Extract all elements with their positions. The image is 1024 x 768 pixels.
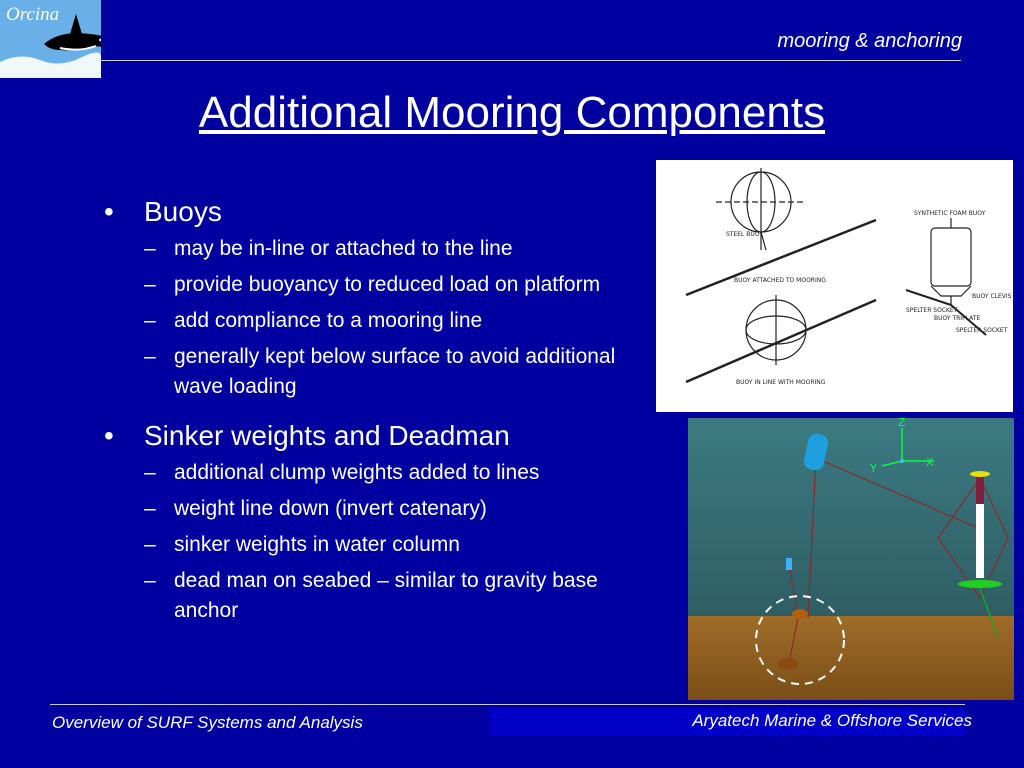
label-attached: BUOY ATTACHED TO MOORING	[734, 277, 826, 284]
sub-item: – provide buoyancy to reduced load on platform	[144, 273, 601, 296]
bullet-item: • Buoys	[104, 196, 222, 227]
sub-item: – dead man on seabed – similar to gravity base anchor	[144, 569, 598, 622]
footer-divider	[50, 704, 965, 705]
buoy-diagram	[656, 160, 1013, 412]
label-inline: BUOY IN LINE WITH MOORING	[736, 379, 826, 386]
label-clevis: BUOY CLEVIS	[972, 293, 1012, 300]
model-render	[688, 418, 1014, 700]
sub-item: – sinker weights in water column	[144, 533, 460, 556]
label-steel-buoy: STEEL BUOY	[726, 231, 763, 238]
logo-text: Orcina	[6, 4, 60, 25]
footer-right-text: Aryatech Marine & Offshore Services	[692, 711, 972, 730]
bullet-item: • Sinker weights and Deadman	[104, 420, 510, 451]
slide-title: Additional Mooring Components	[198, 88, 826, 137]
orcina-logo	[0, 0, 101, 78]
label-spelter-2: SPELTER SOCKET	[956, 327, 1008, 334]
sub-item: – may be in-line or attached to the line	[144, 237, 513, 260]
label-synthetic: SYNTHETIC FOAM BUOY	[914, 210, 986, 217]
bullet-label: Sinker weights and Deadman	[144, 420, 510, 451]
axis-y-label: Y	[870, 462, 877, 475]
label-spelter-1: SPELTER SOCKET	[906, 307, 958, 314]
axis-z-label: Z	[898, 418, 906, 429]
section-label: mooring & anchoring	[777, 30, 962, 52]
bullet-list	[104, 196, 644, 626]
sub-item: – weight line down (invert catenary)	[144, 497, 487, 520]
bullet-label: Buoys	[144, 196, 222, 227]
sub-item: – additional clump weights added to lines	[144, 461, 540, 484]
footer-left-text: Overview of SURF Systems and Analysis	[52, 713, 363, 732]
header-divider	[101, 60, 961, 61]
sub-item: – generally kept below surface to avoid additional wave loading	[144, 345, 616, 398]
sub-item: – add compliance to a mooring line	[144, 309, 483, 332]
label-triplate: BUOY TRIPLATE	[934, 315, 981, 322]
axis-x-label: X	[926, 456, 934, 469]
